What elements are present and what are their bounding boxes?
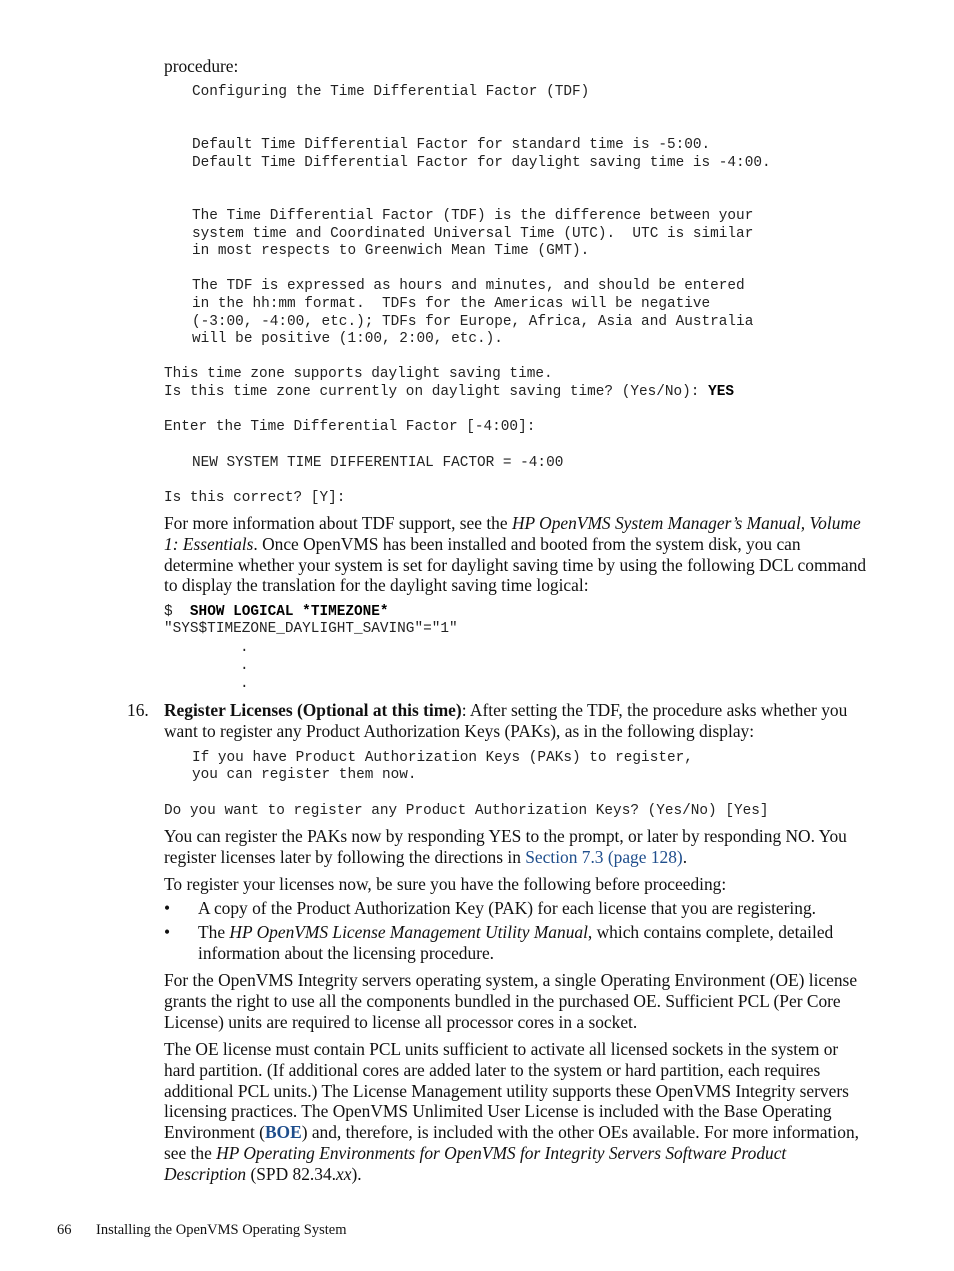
step-number: 16. [127, 700, 149, 720]
code-line: Default Time Differential Factor for standard time is -5:00. [192, 137, 711, 153]
page-number: 66 [57, 1222, 72, 1238]
text: For more information about TDF support, see the [164, 513, 512, 533]
code-line: The Time Differential Factor (TDF) is the difference between your [192, 208, 754, 224]
intro-word: procedure: [164, 56, 239, 76]
code-line [164, 604, 389, 622]
paragraph-tdf-info [164, 513, 870, 596]
code-line: Default Time Differential Factor for daylight saving time is -4:00. [192, 155, 771, 171]
code-line: If you have Product Authorization Keys (PAKs) to register, [192, 750, 693, 766]
text: . [682, 846, 688, 867]
dcl-command: SHOW LOGICAL *TIMEZONE* [189, 604, 389, 620]
bullet-icon: • [164, 922, 171, 942]
paragraph-prerequisites: To register your licenses now, be sure you have the following before proceeding: [164, 874, 727, 894]
code-line: This time zone supports daylight saving time. [164, 366, 553, 382]
text: , which contains complete, detailed information about the licensing procedure. [198, 922, 834, 963]
code-line: system time and Coordinated Universal Time (UTC). UTC is similar [192, 226, 754, 242]
manual-title: HP Operating Environments for OpenVMS for Integrity Servers Software Product Description [164, 1142, 787, 1184]
list-item [198, 922, 870, 964]
section-link[interactable]: Section 7.3 (page 128) [525, 846, 683, 867]
boe-term[interactable]: BOE [264, 1122, 302, 1143]
code-line [164, 384, 734, 402]
code-line: Do you want to register any Product Authorization Keys? (Yes/No) [Yes] [164, 803, 769, 819]
text: ). [351, 1163, 362, 1184]
ellipsis-dot: . [240, 640, 249, 656]
manual-title: HP OpenVMS System Manager’s Manual, Volume 1: Essentials [164, 513, 861, 554]
code-line: in most respects to Greenwich Mean Time (GMT). [192, 243, 590, 259]
paragraph-register-paks [164, 826, 870, 868]
code-line: NEW SYSTEM TIME DIFFERENTIAL FACTOR = -4:00 [192, 455, 564, 471]
text: : After setting the TDF, the procedure asks whether you want to register any Product Authorization Keys (PAKs), as in the following display: [164, 700, 848, 741]
manual-title: HP OpenVMS License Management Utility Manual [229, 922, 588, 942]
code-prompt: Is this time zone currently on daylight saving time? (Yes/No): [164, 384, 709, 400]
text: ) and, therefore, is included with the other OEs available. For more information, see the [164, 1122, 859, 1163]
code-line: Configuring the Time Differential Factor (TDF) [192, 84, 590, 100]
text: You can register the PAKs now by responding YES to the prompt, or later by responding NO. You register licenses later by following the directions in [164, 826, 847, 867]
dcl-prompt: $ [164, 604, 190, 620]
code-line: will be positive (1:00, 2:00, etc.). [192, 331, 503, 347]
code-line: (-3:00, -4:00, etc.); TDFs for Europe, Africa, Asia and Australia [192, 314, 754, 330]
bullet-icon: • [164, 898, 171, 918]
spd-version: xx [336, 1163, 352, 1184]
code-line: Is this correct? [Y]: [164, 490, 346, 506]
footer-section-title: Installing the OpenVMS Operating System [96, 1222, 347, 1238]
code-line: Enter the Time Differential Factor [-4:00]: [164, 419, 536, 435]
step-16-text [164, 700, 870, 742]
ellipsis-dot: . [240, 658, 249, 674]
step-title: Register Licenses (Optional at this time) [164, 700, 462, 720]
paragraph-oe-license: For the OpenVMS Integrity servers operating system, a single Operating Environment (OE) license grants the right to use all the components bundled in the purchased OE. Sufficient PCL (Per Core License) units are required to license all processor cores in a socket. [164, 970, 858, 1032]
user-input: YES [708, 384, 734, 400]
paragraph-pcl-units [164, 1039, 870, 1185]
code-line: you can register them now. [192, 767, 417, 783]
ellipsis-dot: . [240, 676, 249, 692]
text: . Once OpenVMS has been installed and booted from the system disk, you can determine whether your system is set for daylight saving time by using the following DCL command to display the translation for the daylight saving time logical: [164, 533, 867, 596]
text: The [198, 922, 230, 942]
code-line: "SYS$TIMEZONE_DAYLIGHT_SAVING"="1" [164, 621, 458, 637]
list-item: A copy of the Product Authorization Key (PAK) for each license that you are registering. [198, 898, 817, 918]
text: (SPD 82.34. [246, 1163, 336, 1184]
text: The OE license must contain PCL units sufficient to activate all licensed sockets in the system or hard partition. (If additional cores are added later to the system or hard partition, each requires additional PCL units.) The License Management utility supports these OpenVMS Integrity servers licensing practices. The OpenVMS Unlimited User License is included with the Base Operating Environment ( [164, 1039, 849, 1143]
code-line: The TDF is expressed as hours and minutes, and should be entered [192, 278, 745, 294]
code-line: in the hh:mm format. TDFs for the Americas will be negative [192, 296, 711, 312]
